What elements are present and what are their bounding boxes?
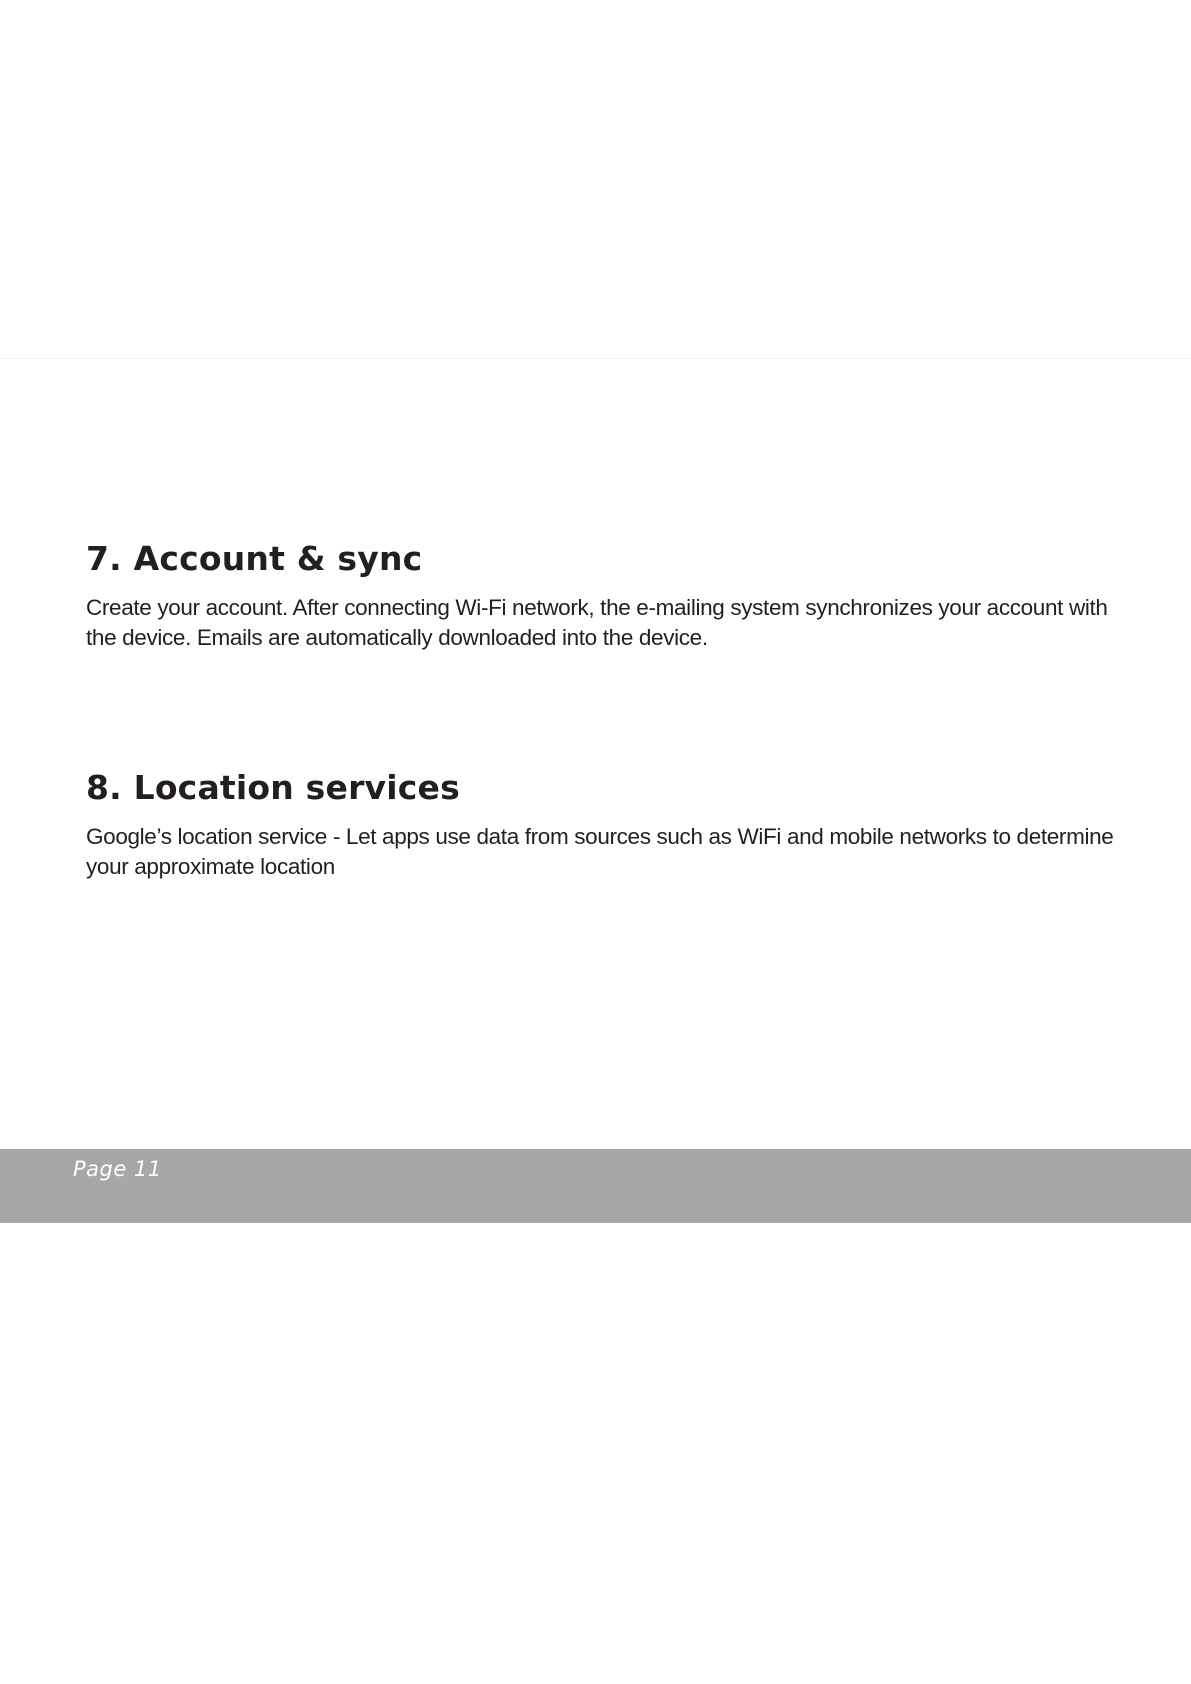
footer-bar	[0, 1149, 1191, 1223]
page-divider	[0, 358, 1191, 359]
section-body: Google’s location service - Let apps use data from sources such as WiFi and mobile networks to determine your approximate location	[86, 824, 1114, 879]
section-location-services	[86, 765, 1136, 882]
section-body: Create your account. After connecting Wi-Fi network, the e-mailing system synchronizes your account with the device. Emails are automatically downloaded into the device.	[86, 595, 1108, 650]
section-title: 8. Location services	[86, 768, 460, 807]
section-account-sync	[86, 536, 1136, 653]
page-number: Page 11	[73, 1157, 162, 1181]
section-title: 7. Account & sync	[86, 539, 423, 578]
